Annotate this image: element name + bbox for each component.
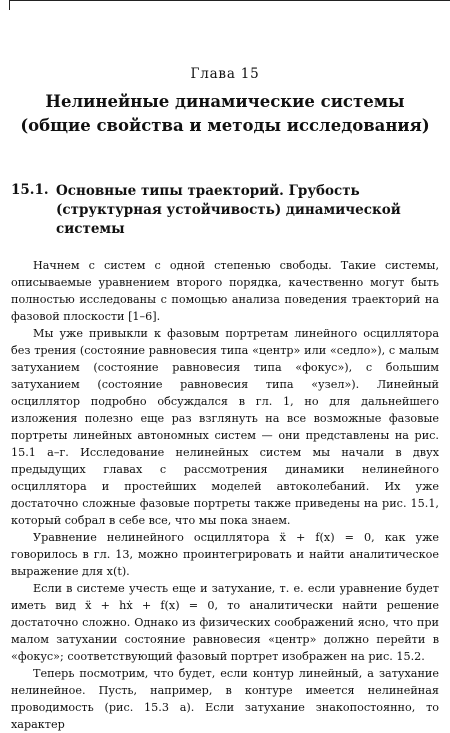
body-text — [11, 257, 439, 733]
paragraph: Уравнение нелинейного осциллятора ẍ + f(x) = 0, как уже говорилось в гл. 13, можно проинтегрировать и найти аналитическое выражение для x(t). — [11, 531, 439, 578]
section-title: Основные типы траекторий. Грубость (структурная устойчивость) динамической системы — [56, 183, 401, 237]
left-rule — [9, 0, 10, 10]
section-number: 15.1. — [11, 182, 49, 198]
top-rule — [9, 0, 450, 1]
chapter-title: Нелинейные динамические системы (общие свойства и методы исследования) — [20, 92, 430, 135]
paragraph: Теперь посмотрим, что будет, если контур линейный, а затухание нелинейное. Пусть, например, в контуре имеется нелинейная проводимость (рис. 15.3 а). Если затухание знакопостоянно, то характер — [11, 667, 439, 731]
chapter-label: Глава 15 — [190, 66, 260, 82]
paragraph: Если в системе учесть еще и затухание, т. е. если уравнение будет иметь вид ẍ + hẋ + f(x) = 0, то аналитически найти решение достаточно сложно. Однако из физических соображений ясно, что при малом затухании состояние равновесия «центр» должно перейти в «фокус»; соответствующий фазовый портрет изображен на рис. 15.2. — [11, 582, 439, 663]
paragraph: Начнем с систем с одной степенью свободы. Такие системы, описываемые уравнением второго порядка, качественно могут быть полностью исследованы с помощью анализа поведения траекторий на фазовой плоскости [1–6]. — [11, 259, 439, 323]
paragraph: Мы уже привыкли к фазовым портретам линейного осциллятора без трения (состояние равновесия типа «центр» или «седло»), с малым затуханием (состояние равновесия типа «фокус»), с большим затуханием (состояние равновесия типа «узел»). Линейный осциллятор подробно обсуждался в гл. 1, но для дальнейшего изложения полезно еще раз взглянуть на все возможные фазовые портреты линейных автономных систем — они представлены на рис. 15.1 а–г. Исследование нелинейных систем мы начали в двух предыдущих главах с рассмотрения динамики нелинейного осциллятора и простейших моделей автоколебаний. Их уже достаточно сложные фазовые портреты также приведены на рис. 15.1, который собрал в себе все, что мы пока знаем. — [11, 327, 439, 527]
